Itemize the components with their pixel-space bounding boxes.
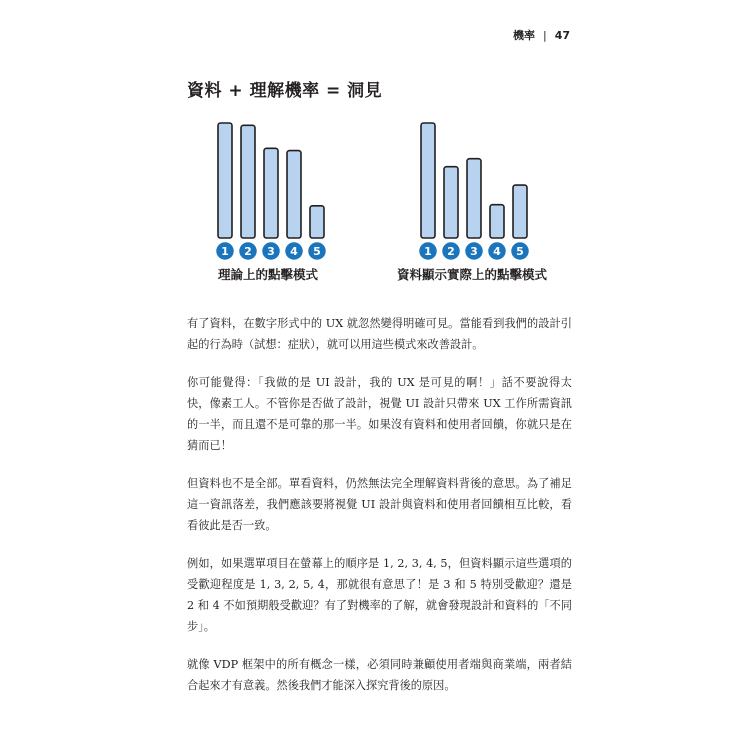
category-label: 4 [493, 245, 501, 258]
page-number: 47 [554, 29, 570, 42]
bar-3 [467, 159, 481, 238]
category-label: 3 [470, 245, 478, 258]
category-label: 2 [447, 245, 455, 258]
running-head-separator: | [542, 29, 547, 42]
category-label: 5 [313, 245, 321, 258]
figure-heading: 資料 + 理解機率 = 洞見 [187, 81, 383, 101]
bar-chart-1 [216, 123, 327, 261]
category-label: 4 [290, 245, 298, 258]
bar-1 [218, 123, 232, 238]
category-label: 5 [516, 245, 524, 258]
category-label: 1 [424, 245, 432, 258]
running-head-section: 機率 [512, 29, 535, 42]
bar-3 [264, 148, 278, 238]
bar-1 [421, 123, 435, 238]
bar-4 [287, 151, 301, 238]
bar-4 [490, 205, 504, 238]
body-text [187, 313, 572, 713]
category-label: 1 [221, 245, 229, 258]
paragraph: 就像 VDP 框架中的所有概念一樣，必須同時兼顧使用者端與商業端，兩者結合起來才有意義。然後我們才能深入探究背後的原因。 [187, 658, 572, 692]
category-label: 2 [244, 245, 252, 258]
click-pattern-charts [0, 0, 750, 300]
paragraph: 你可能覺得：「我做的是 UI 設計，我的 UX 是可見的啊！」話不要說得太快，像素工人。不管你是否做了設計，視覺 UI 設計只帶來 UX 工作所需資訊的一半，而且還不是可靠的那一半。如果沒有資料和使用者回饋，你就只是在猜而已！ [187, 376, 572, 452]
chart-caption-actual: 資料顯示實際上的點擊模式 [397, 267, 548, 282]
bar-5 [513, 185, 527, 238]
paragraph: 但資料也不是全部。單看資料，仍然無法完全理解資料背後的意思。為了補足這一資訊落差，我們應該要將視覺 UI 設計與資料和使用者回饋相互比較，看看彼此是否一致。 [187, 477, 572, 532]
bar-chart-2 [419, 123, 530, 261]
paragraph: 例如，如果選單項目在螢幕上的順序是 1, 2, 3, 4, 5，但資料顯示這些選項的受歡迎程度是 1, 3, 2, 5, 4，那就很有意思了！是 3 和 5 特別受歡迎？還是 2 和 4 不如預期般受歡迎？有了對機率的了解，就會發現設計和資料的「不同步」。 [187, 557, 572, 633]
paragraph: 有了資料，在數字形式中的 UX 就忽然變得明確可見。當能看到我們的設計引起的行為時（試想：症狀），就可以用這些模式來改善設計。 [187, 317, 572, 351]
chart-caption-theoretical: 理論上的點擊模式 [218, 267, 319, 282]
bar-2 [444, 167, 458, 238]
category-label: 3 [267, 245, 275, 258]
bar-5 [310, 206, 324, 238]
bar-2 [241, 125, 255, 238]
